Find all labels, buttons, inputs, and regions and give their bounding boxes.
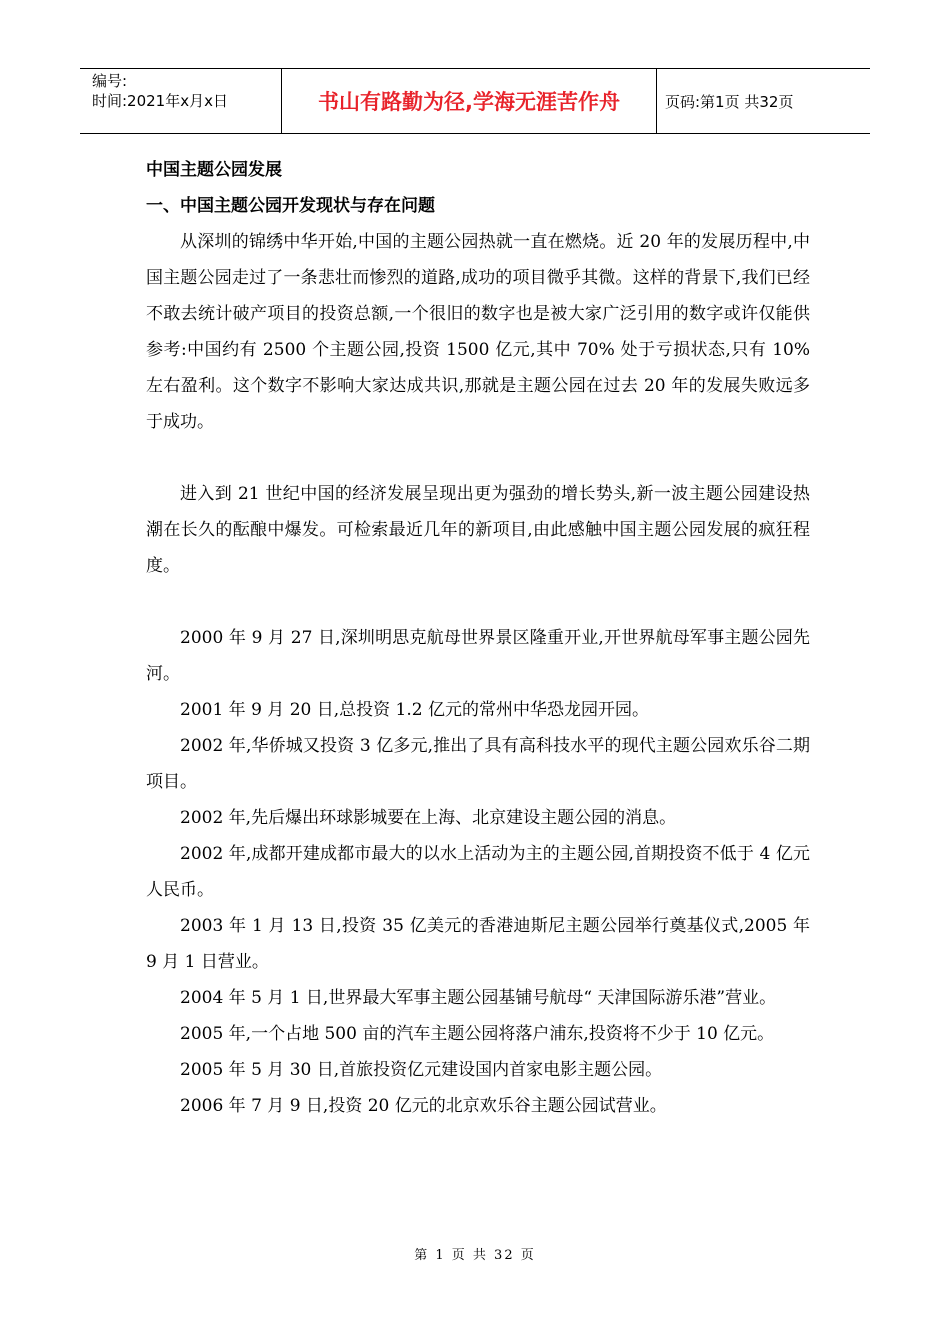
header-page-info: 页码:第1页 共32页 xyxy=(665,92,794,111)
event-item: 2002 年,先后爆出环球影城要在上海、北京建设主题公园的消息。 xyxy=(180,808,677,828)
event-item: 2000 年 9 月 27 日,深圳明思克航母世界景区隆重开业,开世界航母军事主题公园先河。 xyxy=(146,628,810,684)
event-item: 2001 年 9 月 20 日,总投资 1.2 亿元的常州中华恐龙园开园。 xyxy=(180,700,649,720)
event-item: 2004 年 5 月 1 日,世界最大军事主题公园基铺号航母“ 天津国际游乐港”营业。 xyxy=(180,988,777,1008)
paragraph: 从深圳的锦绣中华开始,中国的主题公园热就一直在燃烧。近 20 年的发展历程中,中国主题公园走过了一条悲壮而惨烈的道路,成功的项目微乎其微。这样的背景下,我们已经不敢去统计破产项目的投资总额,一个很旧的数字也是被大家广泛引用的数字或许仅能供参考:中国约有 2500 个主题公园,投资 1500 亿元,其中 70% 处于亏损状态,只有 10% 左右盈利。这个数字不影响大家达成共识,那就是主题公园在过去 20 年的发展失败远多于成功。 xyxy=(146,232,810,432)
event-item: 2005 年 5 月 30 日,首旅投资亿元建设国内首家电影主题公园。 xyxy=(180,1060,663,1080)
doc-date: 时间:2021年x月x日 xyxy=(92,92,228,110)
header-meta xyxy=(80,69,282,133)
event-item: 2005 年,一个占地 500 亩的汽车主题公园将落户浦东,投资将不少于 10 亿元。 xyxy=(180,1024,775,1044)
document-body xyxy=(146,152,810,1124)
doc-number-label: 编号: xyxy=(92,72,128,90)
page-header xyxy=(80,68,870,134)
page-footer: 第 1 页 共 32 页 xyxy=(414,1248,536,1263)
header-motto: 书山有路勤为径,学海无涯苦作舟 xyxy=(282,69,657,133)
paragraph-gap xyxy=(146,584,810,620)
event-item: 2006 年 7 月 9 日,投资 20 亿元的北京欢乐谷主题公园试营业。 xyxy=(180,1096,667,1116)
event-item: 2002 年,成都开建成都市最大的以水上活动为主的主题公园,首期投资不低于 4 亿元人民币。 xyxy=(146,844,810,900)
document-title: 中国主题公园发展 xyxy=(146,160,282,180)
event-item: 2003 年 1 月 13 日,投资 35 亿美元的香港迪斯尼主题公园举行奠基仪式,2005 年 9 月 1 日营业。 xyxy=(146,916,810,972)
paragraph: 进入到 21 世纪中国的经济发展呈现出更为强劲的增长势头,新一波主题公园建设热潮在长久的酝酿中爆发。可检索最近几年的新项目,由此感触中国主题公园发展的疯狂程度。 xyxy=(146,484,810,576)
paragraph-gap xyxy=(146,440,810,476)
section-heading: 一、中国主题公园开发现状与存在问题 xyxy=(146,196,435,216)
event-item: 2002 年,华侨城又投资 3 亿多元,推出了具有高科技水平的现代主题公园欢乐谷二期项目。 xyxy=(146,736,810,792)
